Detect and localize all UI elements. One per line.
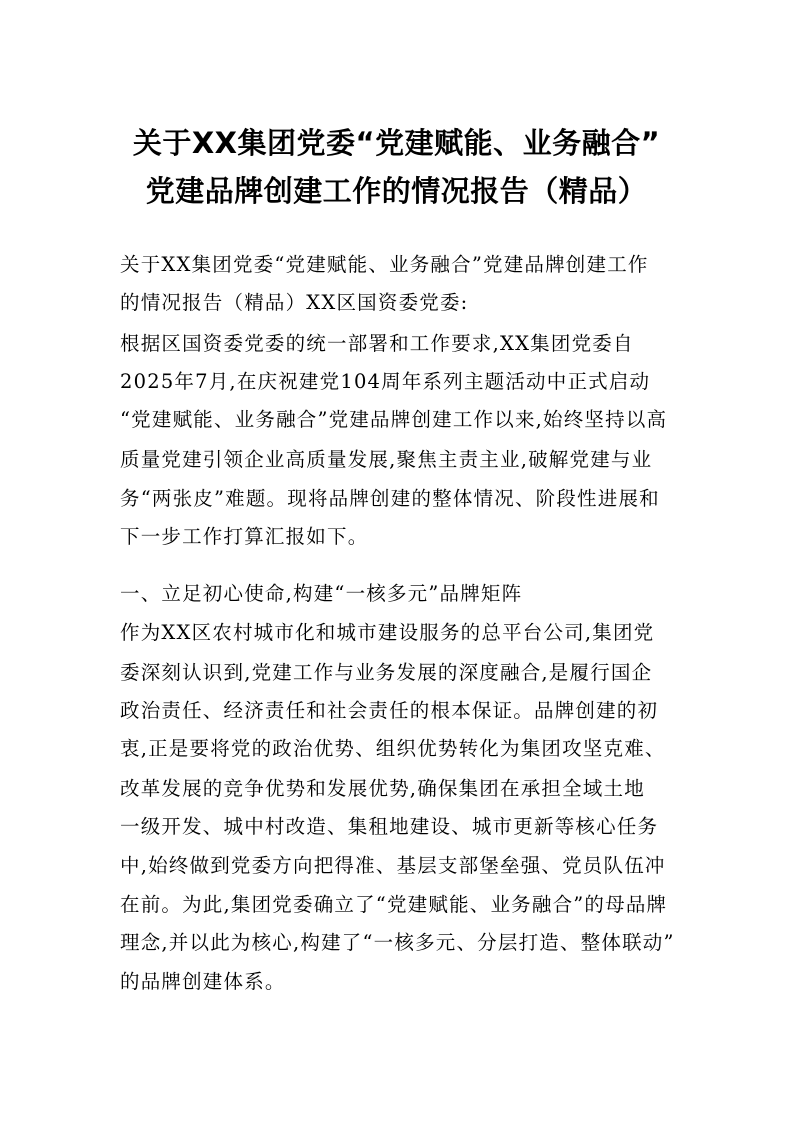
body-line: 根据区国资委党委的统一部署和工作要求,XX集团党委自 (120, 332, 634, 355)
body-line: “党建赋能、业务融合”党建品牌创建工作以来,始终坚持以高 (120, 408, 668, 431)
body-line: 政治责任、经济责任和社会责任的根本保证。品牌创建的初 (120, 699, 659, 722)
body-line: 2025年7月,在庆祝建党104周年系列主题活动中正式启动 (120, 370, 651, 393)
body-line: 委深刻认识到,党建工作与业务发展的深度融合,是履行国企 (120, 661, 653, 684)
body-line: 改革发展的竞争优势和发展优势,确保集团在承担全域土地 (120, 777, 645, 800)
body-line: 一级开发、城中村改造、集租地建设、城市更新等核心任务 (120, 815, 659, 838)
body-line: 衷,正是要将党的政治优势、组织优势转化为集团攻坚克难、 (120, 737, 666, 760)
document-title-line-1: 关于XX集团党委“党建赋能、业务融合” (132, 126, 661, 160)
body-line: 关于XX集团党委“党建赋能、业务融合”党建品牌创建工作 (120, 253, 649, 276)
body-line: 务“两张皮”难题。现将品牌创建的整体情况、阶段性进展和 (120, 487, 660, 510)
section-heading: 一、立足初心使命,构建“一核多元”品牌矩阵 (120, 582, 523, 605)
body-line: 在前。为此,集团党委确立了“党建赋能、业务融合”的母品牌 (120, 893, 668, 916)
body-line: 作为XX区农村城市化和城市建设服务的总平台公司,集团党 (120, 621, 655, 644)
body-line: 质量党建引领企业高质量发展,聚焦主责主业,破解党建与业 (120, 448, 653, 471)
body-line: 下一步工作打算汇报如下。 (120, 525, 369, 548)
body-line: 中,始终做到党委方向把得准、基层支部堡垒强、党员队伍冲 (120, 854, 666, 877)
body-line: 理念,并以此为核心,构建了“一核多元、分层打造、整体联动” (120, 931, 675, 954)
body-line: 的品牌创建体系。 (120, 970, 286, 993)
body-line: 的情况报告（精品）XX区国资委党委: (120, 291, 469, 314)
document-title-line-2: 党建品牌创建工作的情况报告（精品） (145, 174, 648, 208)
